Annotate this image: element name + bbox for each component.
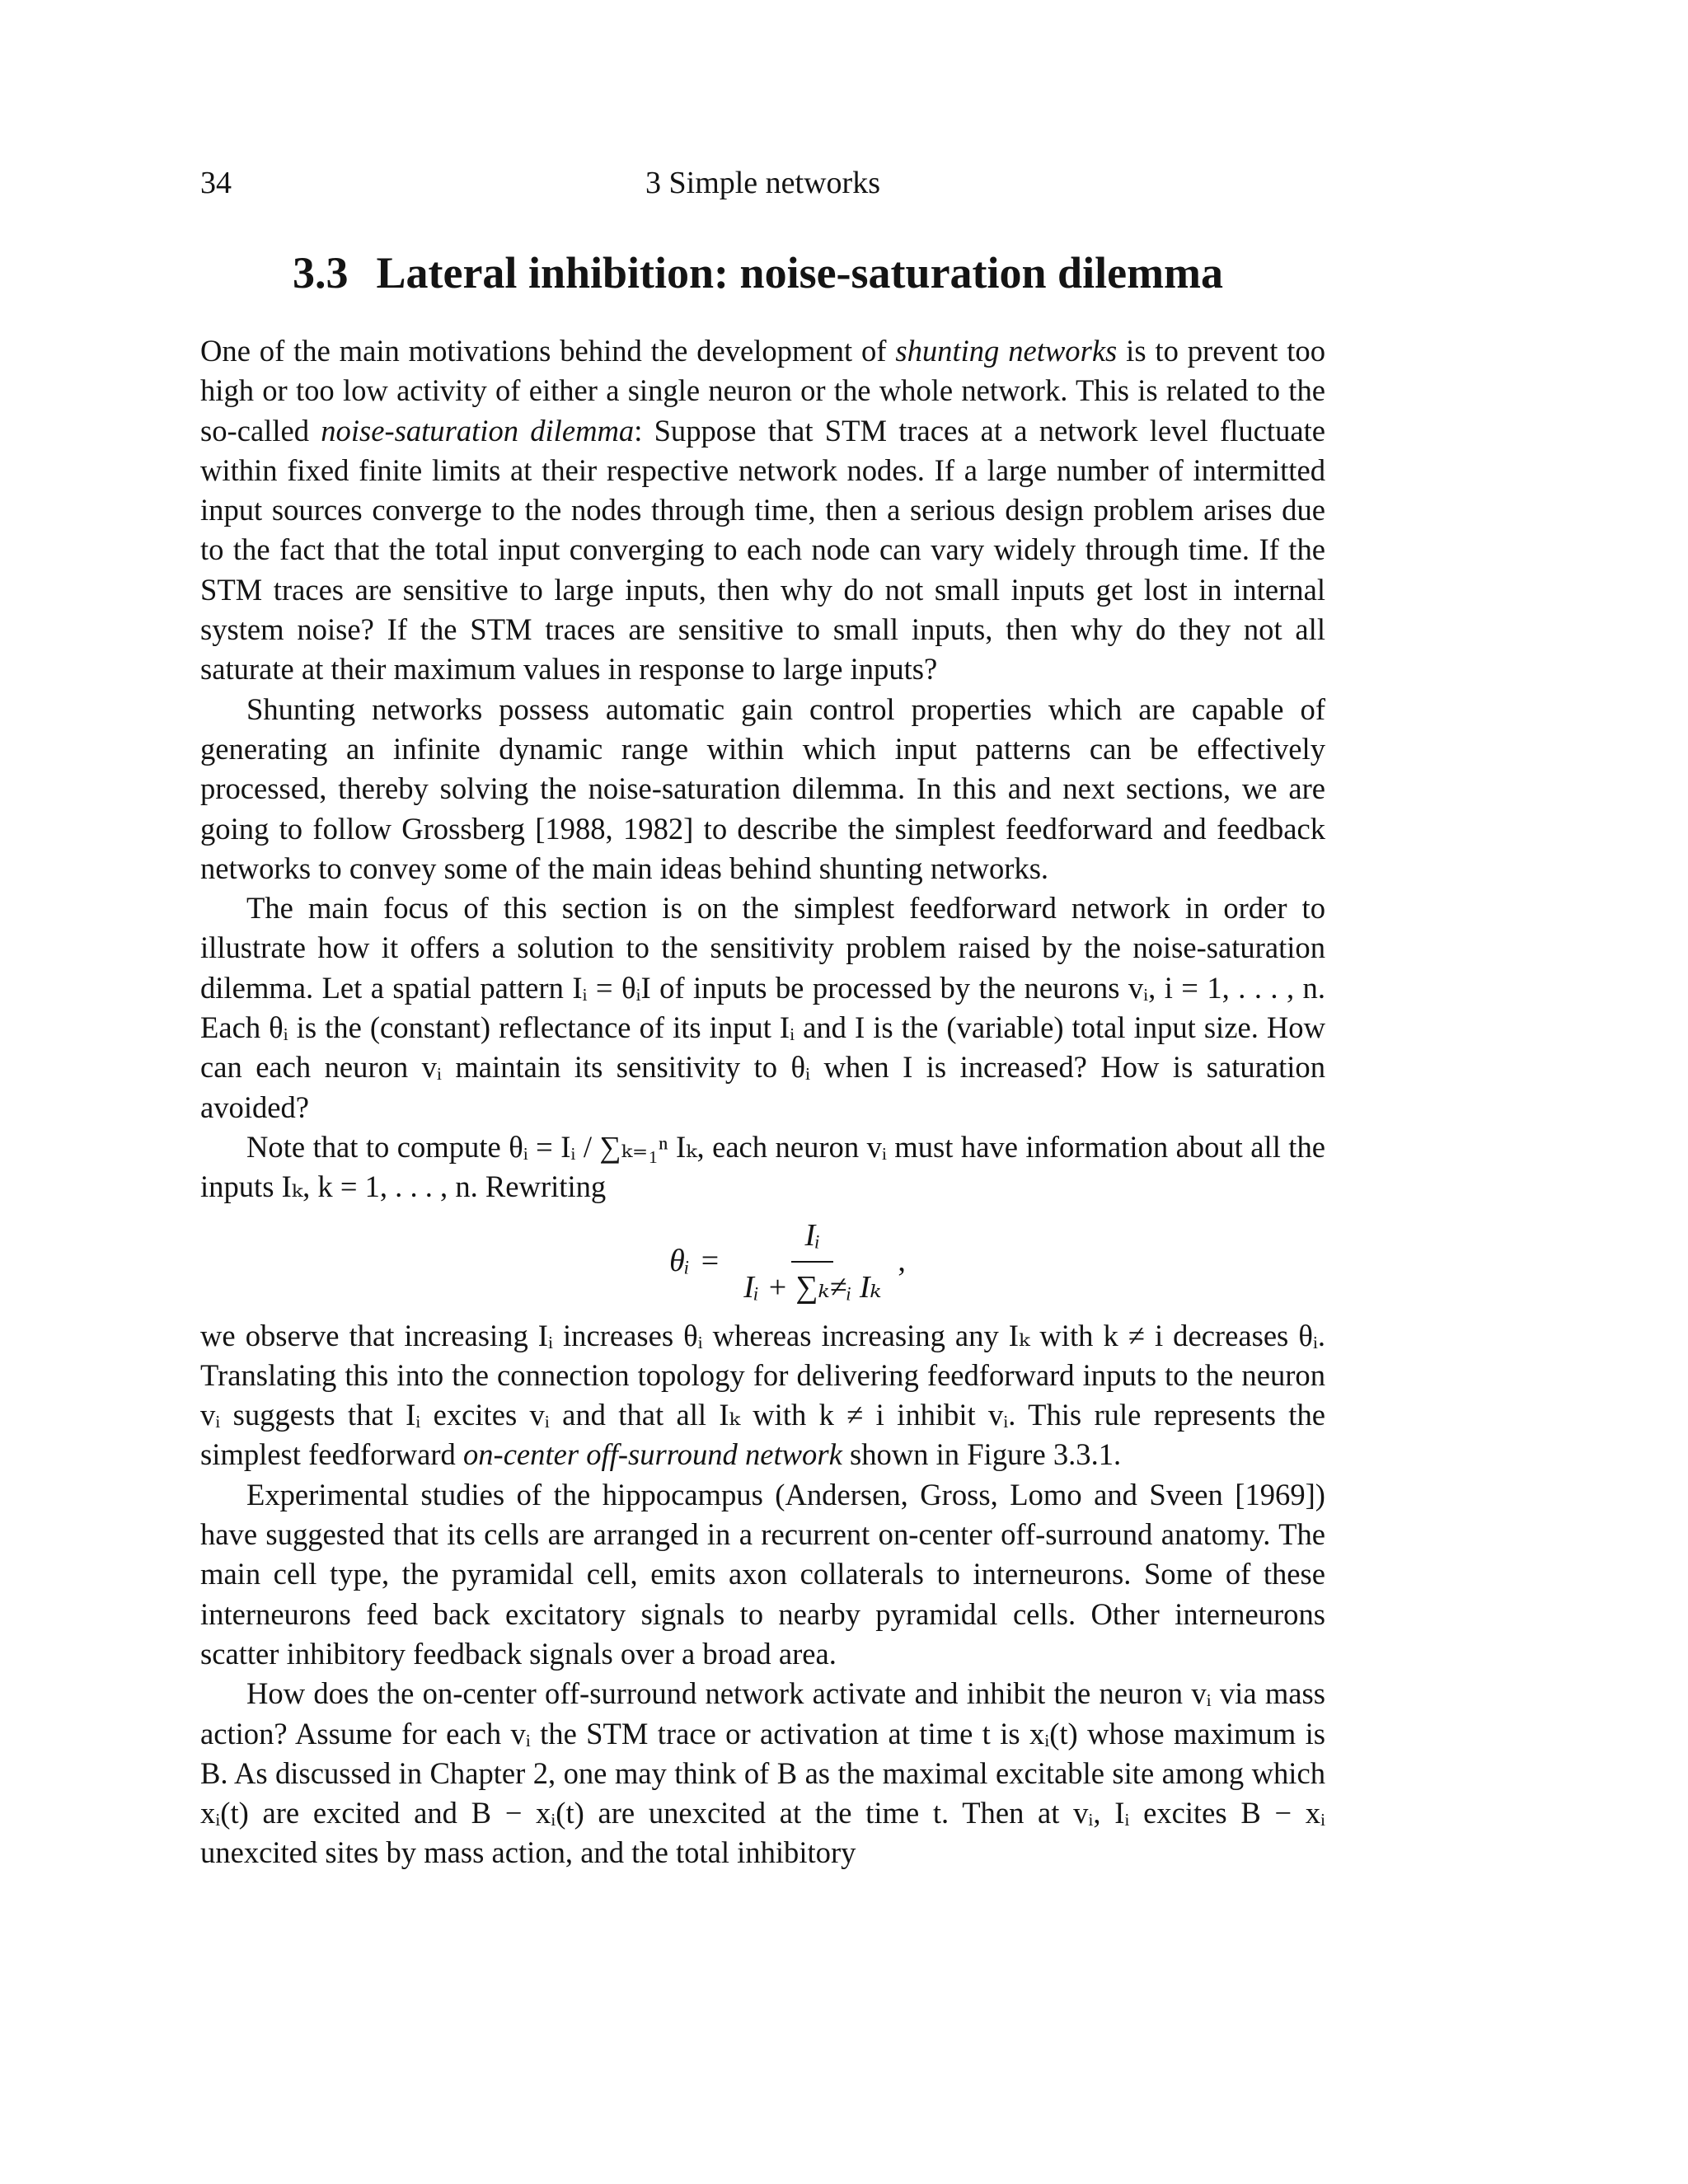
page-number: 34 [200, 166, 232, 200]
equation-numerator: Iᵢ [791, 1216, 833, 1262]
section-number: 3.3 [293, 248, 349, 298]
chapter-title: 3 Simple networks [645, 166, 880, 200]
paragraph-1-part-c: : Suppose that STM traces at a network level fluctuate within fixed finite limits at their respective network nodes. If a large number of intermitted input sources converge to the nodes through time, then a serious design problem arises due to the fact that the total input converging to each node can vary widely through time. If the STM traces are sensitive to large inputs, then why do not small inputs get lost in internal system noise? If the STM traces are sensitive to small inputs, then why do they not all saturate at their maximum values in response to large inputs? [200, 413, 1325, 687]
running-head [200, 165, 1325, 206]
section-heading [293, 247, 1223, 298]
equation-trailing-comma: , [898, 1244, 906, 1279]
body-text [200, 331, 1325, 1873]
paragraph-1-part-a: One of the main motivations behind the development of [200, 334, 896, 368]
paragraph-2: Shunting networks possess automatic gain control properties which are capable of generating an infinite dynamic range within which input patterns can be effectively processed, thereby solving the noise-saturation dilemma. In this and next sections, we are going to follow Grossberg [1988, 1982] to describe the simplest feedforward and feedback networks to convey some of the main ideas behind shunting networks. [200, 691, 1325, 885]
section-title: Lateral inhibition: noise-saturation dilemma [376, 248, 1224, 298]
paragraph-5-part-a: we observe that increasing Iᵢ increases θᵢ whereas increasing any Iₖ with k ≠ i decreases θᵢ. Translating this into the connection topology for delivering feedforward inputs to the neuron vᵢ suggests that Iᵢ excites vᵢ and that all Iₖ with k ≠ i inhibit vᵢ. This rule represents the simplest feedforward [200, 1318, 1325, 1472]
equation-lhs: θᵢ [669, 1244, 690, 1279]
paragraph-3: The main focus of this section is on the simplest feedforward network in order to illustrate how it offers a solution to the sensitivity problem raised by the noise-saturation dilemma. Let a spatial pattern Iᵢ = θᵢI of inputs be processed by the neurons vᵢ, i = 1, . . . , n. Each θᵢ is the (constant) reflectance of its input Iᵢ and I is the (variable) total input size. How can each neuron vᵢ maintain its sensitivity to θᵢ when I is increased? How is saturation avoided? [200, 891, 1325, 1124]
equation-theta [669, 1216, 906, 1307]
term-shunting-networks: shunting networks [895, 334, 1118, 368]
term-on-center-off-surround: on-center off-surround network [462, 1437, 842, 1472]
paragraph-1 [200, 331, 1325, 690]
term-noise-saturation-dilemma: noise-saturation dilemma [321, 413, 635, 448]
display-equation [200, 1207, 1325, 1316]
paragraph-6: Experimental studies of the hippocampus (Andersen, Gross, Lomo and Sveen [1969]) have suggested that its cells are arranged in a recurrent on-center off-surround anatomy. The main cell type, the pyramidal cell, emits axon collaterals to interneurons. Some of these interneurons feed back excitatory signals to nearby pyramidal cells. Other interneurons scatter inhibitory feedback signals over a broad area. [200, 1477, 1325, 1671]
paragraph-7: How does the on-center off-surround network activate and inhibit the neuron vᵢ via mass action? Assume for each vᵢ the STM trace or activation at time t is xᵢ(t) whose maximum is B. As discussed in Chapter 2, one may think of B as the maximal excitable site among which xᵢ(t) are excited and B − xᵢ(t) are unexcited at the time t. Then at vᵢ, Iᵢ excites B − xᵢ unexcited sites by mass action, and the total inhibitory [200, 1676, 1325, 1870]
paragraph-5-part-b: shown in Figure 3.3.1. [842, 1437, 1122, 1472]
equation-denominator: Iᵢ + ∑ₖ≠ᵢ Iₖ [743, 1269, 882, 1305]
equation-equals: = [701, 1244, 720, 1279]
paragraph-1-part-b: is to prevent too high or too low activity of either a single neuron or the whole network. This is related to the so-called [200, 334, 1326, 448]
equation-fraction [730, 1216, 894, 1307]
paragraph-5 [200, 1316, 1325, 1475]
paragraph-4: Note that to compute θᵢ = Iᵢ / ∑ₖ₌₁ⁿ Iₖ, each neuron vᵢ must have information about all the inputs Iₖ, k = 1, . . . , n. Rewriting [200, 1129, 1325, 1204]
